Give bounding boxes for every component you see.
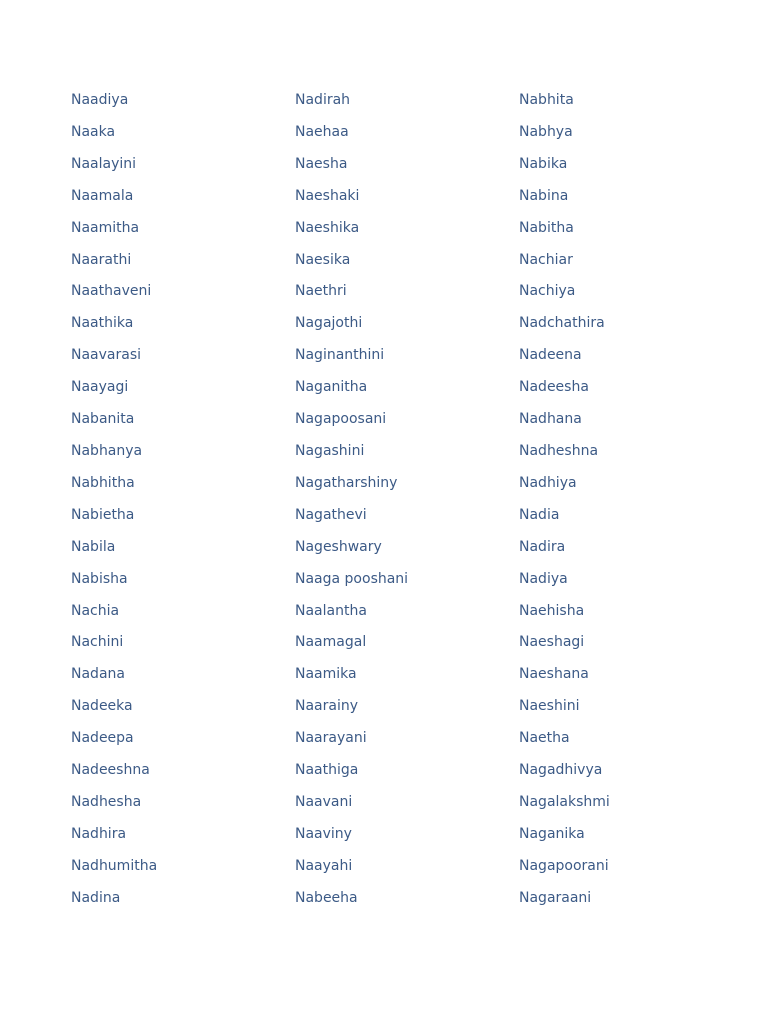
name-entry: Naalantha	[295, 602, 367, 619]
name-entry: Naarayani	[295, 730, 367, 747]
name-entry: Nabhita	[519, 92, 574, 108]
name-entry: Nachiya	[519, 283, 576, 300]
name-entry: Nabietha	[71, 506, 135, 523]
name-entry: Naeshaki	[295, 187, 360, 204]
name-entry: Naeshini	[519, 698, 580, 715]
name-entry: Nadchathira	[519, 315, 605, 332]
name-entry: Nabhya	[519, 123, 573, 140]
name-entry: Naesha	[295, 155, 348, 172]
name-entry: Nagalakshmi	[519, 793, 610, 810]
name-entry: Naayagi	[71, 379, 129, 396]
name-entry: Nabila	[71, 538, 116, 555]
name-entry: Nagadhivya	[519, 762, 603, 779]
name-entry: Naganitha	[295, 379, 368, 396]
name-entry: Nabina	[519, 187, 569, 204]
name-entry: Nageshwary	[295, 538, 382, 555]
name-entry: Nadeesha	[519, 379, 589, 396]
name-entry: Nagaraani	[519, 889, 592, 906]
name-entry: Nagatharshiny	[295, 474, 398, 491]
name-entry: Naathika	[71, 315, 134, 332]
name-entry: Nagathevi	[295, 506, 367, 523]
name-entry: Nadhumitha	[71, 857, 158, 874]
name-entry: Nadeeshna	[71, 762, 150, 779]
name-entry: Naehaa	[295, 123, 349, 140]
name-entry: Naamagal	[295, 634, 367, 651]
name-entry: Naethri	[295, 283, 347, 300]
name-entry: Nagapoorani	[519, 857, 609, 874]
name-entry: Naganika	[519, 825, 585, 842]
name-entry: Nabisha	[71, 570, 128, 587]
name-entry: Nadhesha	[71, 793, 142, 810]
name-entry: Naeshika	[295, 219, 360, 236]
name-entry: Nachini	[71, 634, 124, 651]
name-entry: Nabeeha	[295, 889, 358, 906]
name-entry: Naesika	[295, 251, 351, 268]
name-entry: Nagajothi	[295, 315, 363, 332]
name-entry: Naavarasi	[71, 347, 142, 364]
name-entry: Nadeeka	[71, 698, 133, 715]
name-entry: Nadira	[519, 538, 566, 555]
name-entry: Naaga pooshani	[295, 570, 409, 587]
name-entry: Nadana	[71, 666, 125, 683]
name-entry: Naamala	[71, 187, 134, 204]
name-column-2	[295, 88, 515, 918]
name-column-3	[519, 88, 739, 918]
name-entry: Nagashini	[295, 442, 365, 459]
name-entry: Nadhira	[71, 825, 127, 842]
name-entry: Naamitha	[71, 219, 140, 236]
name-entry: Naathiga	[295, 762, 359, 779]
name-entry: Naetha	[519, 730, 570, 747]
name-entry: Naayahi	[295, 857, 353, 874]
name-entry: Nadhiya	[519, 474, 577, 491]
name-entry: Nadirah	[295, 92, 351, 108]
name-entry: Naalayini	[71, 155, 137, 172]
name-entry: Naathaveni	[71, 283, 152, 300]
name-entry: Naginanthini	[295, 347, 385, 364]
name-entry: Nadhana	[519, 411, 582, 428]
name-entry: Naehisha	[519, 602, 585, 619]
name-entry: Nagapoosani	[295, 411, 387, 428]
name-entry: Naarainy	[295, 698, 359, 715]
name-entry: Nachia	[71, 602, 120, 619]
name-entry: Nadheshna	[519, 442, 599, 459]
name-entry: Naadiya	[71, 92, 129, 108]
name-entry: Naavani	[295, 793, 353, 810]
name-entry: Nadeena	[519, 347, 582, 364]
name-entry: Nabhitha	[71, 474, 135, 491]
name-entry: Nadeepa	[71, 730, 134, 747]
name-entry: Nabitha	[519, 219, 574, 236]
name-entry: Nachiar	[519, 251, 573, 268]
name-entry: Naarathi	[71, 251, 132, 268]
name-entry: Nadina	[71, 889, 121, 906]
name-entry: Nadia	[519, 506, 560, 523]
name-entry: Naaka	[71, 123, 116, 140]
name-entry: Nabika	[519, 155, 568, 172]
name-entry: Nabhanya	[71, 442, 143, 459]
name-entry: Naamika	[295, 666, 357, 683]
name-entry: Naaviny	[295, 825, 352, 842]
name-column-1	[71, 88, 291, 918]
name-entry: Nabanita	[71, 411, 135, 428]
name-entry: Naeshana	[519, 666, 589, 683]
name-entry: Nadiya	[519, 570, 568, 587]
name-entry: Naeshagi	[519, 634, 585, 651]
